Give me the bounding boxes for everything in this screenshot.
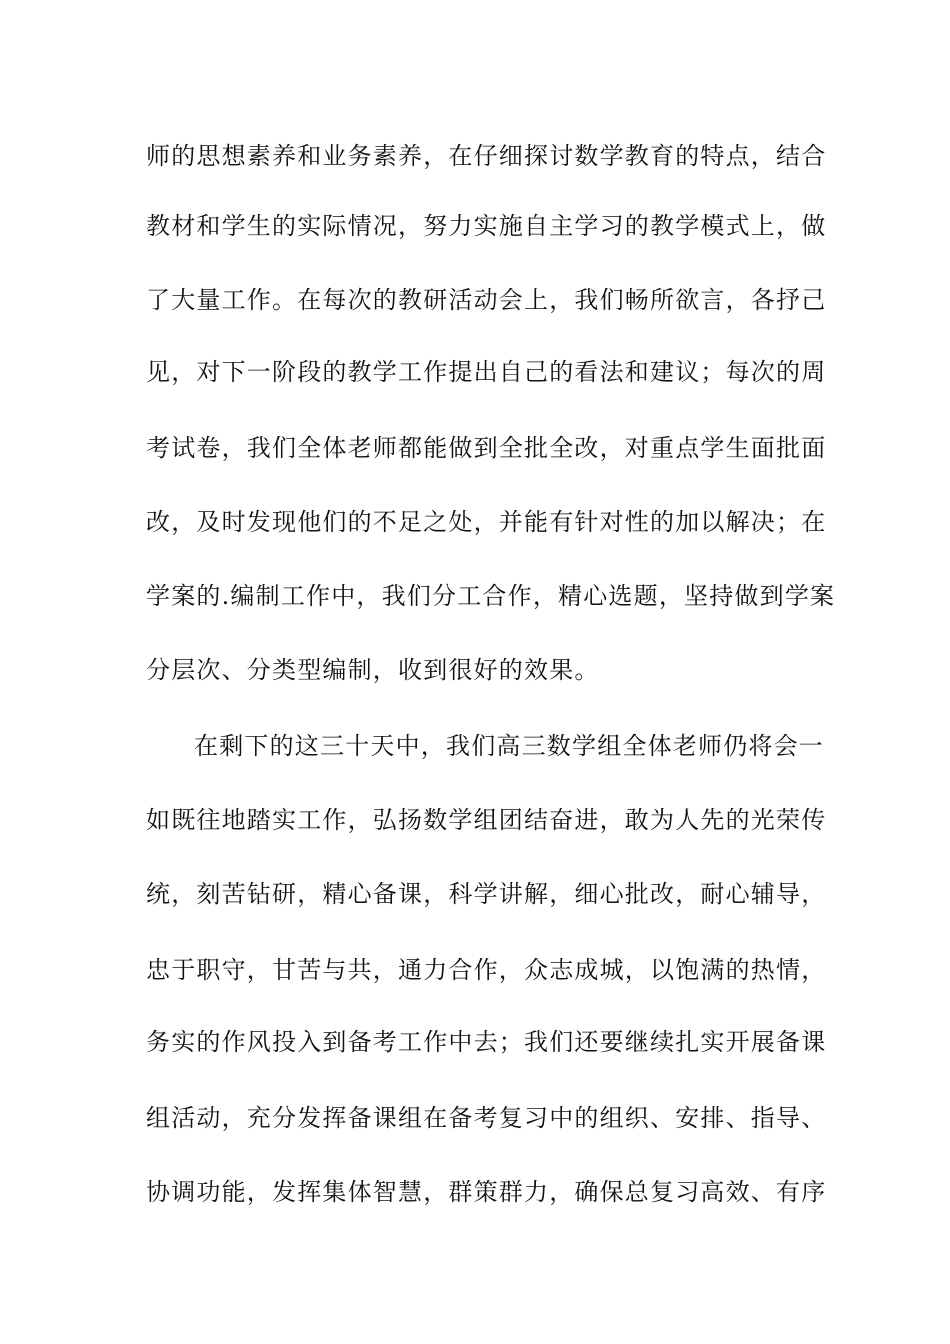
text-line: 师的思想素养和业务素养，在仔细探讨数学教育的特点，结合 [146, 142, 827, 170]
text-line: 如既往地踏实工作，弘扬数学组团结奋进，敢为人先的光荣传 [146, 806, 827, 834]
text-line: 组活动，充分发挥备课组在备考复习中的组织、安排、指导、 [146, 1104, 827, 1132]
text-line: 协调功能，发挥集体智慧，群策群力，确保总复习高效、有序 [146, 1178, 827, 1206]
text-line: 分层次、分类型编制，收到很好的效果。 [146, 656, 600, 684]
paragraph-start-line: 在剩下的这三十天中，我们高三数学组全体老师仍将会一 [194, 732, 824, 760]
text-line: 忠于职守，甘苦与共，通力合作，众志成城，以饱满的热情， [146, 956, 827, 984]
text-line: 统，刻苦钻研，精心备课，科学讲解，细心批改，耐心辅导， [146, 880, 827, 908]
text-line: 改，及时发现他们的不足之处，并能有针对性的加以解决；在 [146, 508, 827, 536]
text-line: 了大量工作。在每次的教研活动会上，我们畅所欲言，各抒己 [146, 286, 827, 314]
text-line: 教材和学生的实际情况，努力实施自主学习的教学模式上，做 [146, 212, 827, 240]
text-line: 见，对下一阶段的教学工作提出自己的看法和建议；每次的周 [146, 358, 827, 386]
text-line: 学案的.编制工作中，我们分工合作，精心选题，坚持做到学案 [146, 582, 836, 610]
text-line: 考试卷，我们全体老师都能做到全批全改，对重点学生面批面 [146, 434, 827, 462]
text-line: 务实的作风投入到备考工作中去；我们还要继续扎实开展备课 [146, 1028, 827, 1056]
